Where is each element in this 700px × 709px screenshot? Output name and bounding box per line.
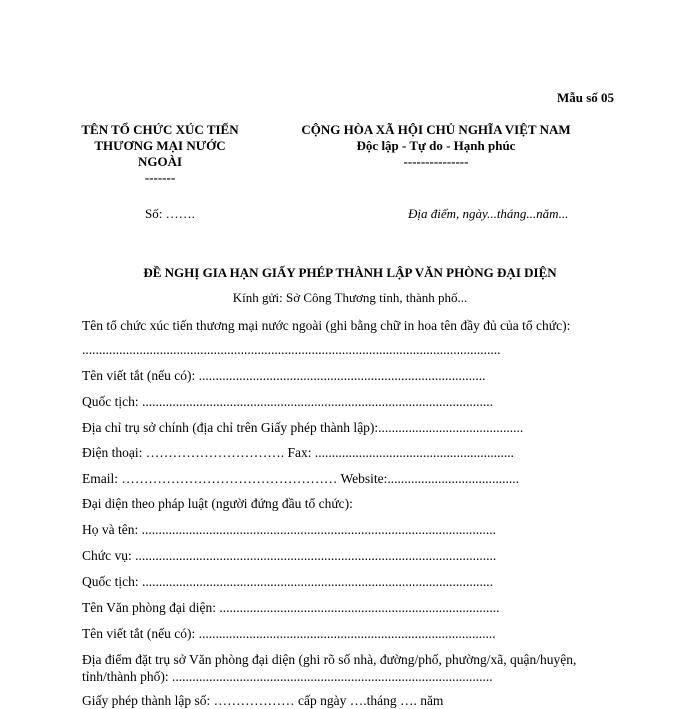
field-office-abbreviation: Tên viết tắt (nếu có): ........................................................................................ (82, 626, 496, 641)
org-header (80, 122, 240, 186)
document-number: Số: ……. (145, 206, 195, 221)
field-org-name: Tên tổ chức xúc tiến thương mại nước ngoài (ghi bằng chữ in hoa tên đầy đủ của tổ chức): (82, 318, 571, 333)
field-abbreviation: Tên viết tắt (nếu có): ..................................................................................... (82, 368, 486, 383)
document-title: ĐỀ NGHỊ GIA HẠN GIẤY PHÉP THÀNH LẬP VĂN PHÒNG ĐẠI DIỆN (143, 265, 557, 280)
org-name-line-2: THƯƠNG MẠI NƯỚC (94, 138, 226, 153)
field-full-name: Họ và tên: ......................................................................................................... (82, 522, 496, 537)
national-header (266, 122, 606, 170)
form-number: Mẫu số 05 (557, 90, 615, 105)
field-office-name: Tên Văn phòng đại diện: ................................................................................... (82, 600, 500, 615)
field-nationality: Quốc tịch: ........................................................................................................ (82, 394, 493, 409)
addressee: Kính gửi: Sở Công Thương tỉnh, thành phố... (232, 290, 468, 305)
field-license-number: Giấy phép thành lập số: ……………… cấp ngày ….tháng …. năm (82, 693, 444, 708)
field-office-location: Địa điểm đặt trụ sở Văn phòng đại diện (ghi rõ số nhà, đường/phố, phường/xã, quận/huyện, (82, 652, 577, 667)
national-dashes: --------------- (403, 154, 469, 169)
field-legal-representative: Đại diện theo pháp luật (người đứng đầu tổ chức): (82, 496, 353, 511)
place-date: Địa điểm, ngày...tháng...năm... (408, 206, 569, 221)
field-position: Chức vụ: ........................................................................................................... (82, 548, 497, 563)
org-name-line-3: NGOÀI (137, 154, 183, 169)
field-org-name-blank: ............................................................................................................................ (82, 342, 501, 357)
field-phone-fax: Điện thoại: …………………………. Fax: ........................................................... (82, 445, 514, 460)
org-dashes: ------- (144, 170, 176, 185)
field-rep-nationality: Quốc tịch: ........................................................................................................ (82, 574, 493, 589)
field-email-website: Email: ………………………………………… Website:....................................... (82, 471, 520, 486)
national-title: CỘNG HÒA XÃ HỘI CHỦ NGHĨA VIỆT NAM (301, 122, 571, 137)
org-name-line-1: TÊN TỔ CHỨC XÚC TIẾN (81, 122, 239, 137)
field-office-location-cont: tỉnh/thành phố): ............................................................................................... (82, 669, 493, 684)
national-motto: Độc lập - Tự do - Hạnh phúc (356, 138, 516, 153)
field-head-office-address: Địa chỉ trụ sở chính (địa chỉ trên Giấy phép thành lập):........................................... (82, 420, 524, 435)
